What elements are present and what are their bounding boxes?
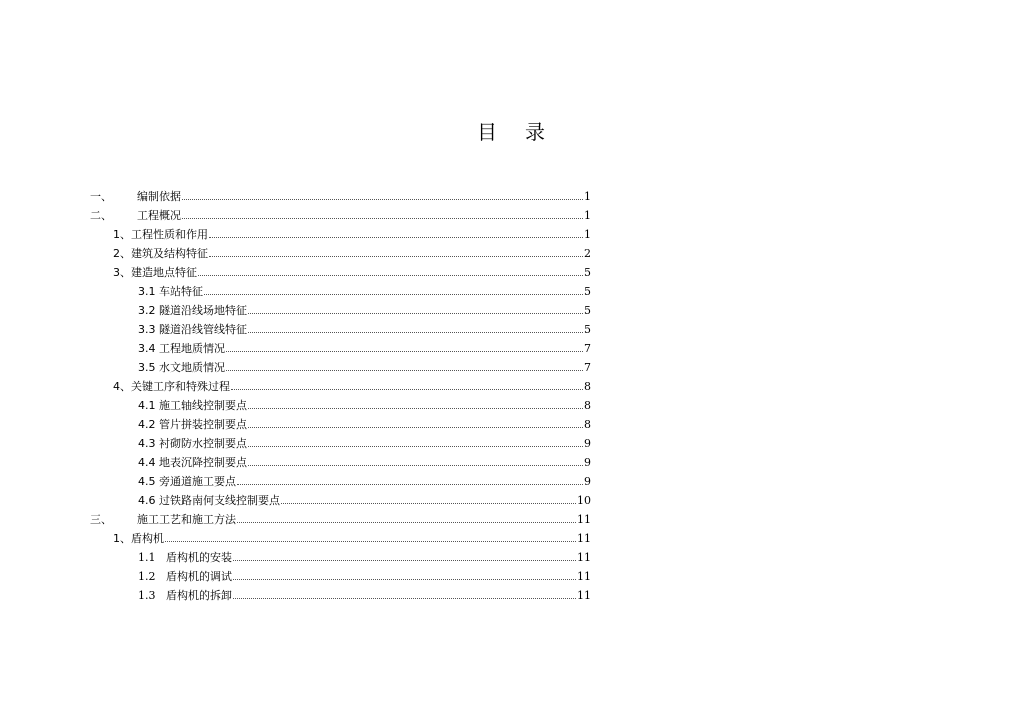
toc-entry-page: 8 — [584, 399, 591, 412]
toc-entry-page: 1 — [584, 209, 591, 222]
toc-entry[interactable] — [138, 414, 591, 433]
toc-title — [0, 116, 1024, 145]
toc-entry[interactable] — [138, 319, 591, 338]
toc-entry-number: 1.1 — [138, 551, 156, 564]
toc-leader — [198, 262, 583, 276]
toc-entry-text: 4.5 旁通道施工要点 — [138, 475, 236, 488]
toc-entry[interactable] — [90, 509, 591, 528]
toc-leader — [226, 357, 583, 371]
toc-entry[interactable] — [113, 528, 591, 547]
toc-entry-text: 1、盾构机 — [113, 532, 164, 545]
toc-entry-page: 1 — [584, 190, 591, 203]
toc-leader — [248, 395, 583, 409]
toc-entry-number: 二、 — [90, 209, 112, 222]
toc-leader — [233, 585, 576, 599]
toc-entry-page: 8 — [584, 418, 591, 431]
toc-entry-page: 8 — [584, 380, 591, 393]
toc-leader — [233, 566, 576, 580]
toc-entry-page: 9 — [584, 475, 591, 488]
toc-leader — [248, 300, 583, 314]
toc-entry-number: 三、 — [90, 513, 112, 526]
toc-entry-number: 1.2 — [138, 570, 156, 583]
toc-entry[interactable] — [138, 585, 591, 604]
toc-entry-number: 1.3 — [138, 589, 156, 602]
toc-entry-text: 工程概况 — [137, 209, 181, 222]
toc-entry-page: 9 — [584, 456, 591, 469]
toc-entry-text: 2、建筑及结构特征 — [113, 247, 208, 260]
toc-leader — [248, 452, 583, 466]
toc-entry[interactable] — [138, 452, 591, 471]
toc-entry-page: 7 — [584, 342, 591, 355]
toc-entry-text: 编制依据 — [137, 190, 181, 203]
toc-entry[interactable] — [90, 205, 591, 224]
toc-entry[interactable] — [90, 186, 591, 205]
toc-entry-page: 5 — [584, 266, 591, 279]
toc-leader — [237, 509, 576, 523]
toc-entry[interactable] — [138, 281, 591, 300]
toc-entry-text: 3.5 水文地质情况 — [138, 361, 225, 374]
toc-entry[interactable] — [113, 376, 591, 395]
toc-entry[interactable] — [138, 566, 591, 585]
toc-title-right: 录 — [525, 120, 547, 144]
toc-entry[interactable] — [138, 300, 591, 319]
toc-entry[interactable] — [138, 433, 591, 452]
toc-entry-text: 盾构机的拆卸 — [166, 589, 232, 602]
toc-entry[interactable] — [138, 471, 591, 490]
toc-leader — [248, 319, 583, 333]
toc-entry-text: 4.6 过铁路南何支线控制要点 — [138, 494, 280, 507]
toc-leader — [226, 338, 583, 352]
toc-entry-text: 盾构机的安装 — [166, 551, 232, 564]
toc-entry[interactable] — [138, 547, 591, 566]
toc-entry[interactable] — [113, 243, 591, 262]
toc-leader — [233, 547, 576, 561]
toc-entry-page: 10 — [577, 494, 591, 507]
toc-title-left: 目 — [477, 120, 499, 144]
toc-leader — [281, 490, 576, 504]
toc-entry[interactable] — [113, 262, 591, 281]
toc-entry-page: 5 — [584, 285, 591, 298]
toc-entry-text: 4.3 衬砌防水控制要点 — [138, 437, 247, 450]
toc-entry-page: 2 — [584, 247, 591, 260]
toc-leader — [182, 205, 583, 219]
toc-entry-page: 11 — [577, 570, 591, 583]
toc-entry-text: 4.1 施工轴线控制要点 — [138, 399, 247, 412]
toc-entry-page: 1 — [584, 228, 591, 241]
toc-entry-text: 3.3 隧道沿线管线特征 — [138, 323, 247, 336]
toc-entry[interactable] — [138, 395, 591, 414]
toc-entry[interactable] — [138, 357, 591, 376]
toc-entry-page: 5 — [584, 323, 591, 336]
toc-entry-page: 11 — [577, 513, 591, 526]
toc-entry-text: 3.1 车站特征 — [138, 285, 203, 298]
toc-entry-text: 3.4 工程地质情况 — [138, 342, 225, 355]
toc-entry[interactable] — [113, 224, 591, 243]
toc-entry-text: 施工工艺和施工方法 — [137, 513, 236, 526]
toc-entry-text: 盾构机的调试 — [166, 570, 232, 583]
toc-entry-text: 4.2 管片拼装控制要点 — [138, 418, 247, 431]
toc-entry-text: 3、建造地点特征 — [113, 266, 197, 279]
toc-leader — [165, 528, 576, 542]
toc-entry-page: 5 — [584, 304, 591, 317]
toc-entry-text: 3.2 隧道沿线场地特征 — [138, 304, 247, 317]
toc-entry-number: 一、 — [90, 190, 112, 203]
toc-entry-page: 9 — [584, 437, 591, 450]
toc-entry-text: 4.4 地表沉降控制要点 — [138, 456, 247, 469]
toc-entry-text: 4、关键工序和特殊过程 — [113, 380, 230, 393]
toc-leader — [204, 281, 583, 295]
toc-entry[interactable] — [138, 338, 591, 357]
toc-entry-page: 7 — [584, 361, 591, 374]
toc-entry-page: 11 — [577, 532, 591, 545]
toc-leader — [237, 471, 583, 485]
toc-leader — [248, 433, 583, 447]
toc-leader — [209, 243, 583, 257]
toc-leader — [209, 224, 583, 238]
toc-entry-page: 11 — [577, 589, 591, 602]
toc-entry-text: 1、工程性质和作用 — [113, 228, 208, 241]
toc-leader — [182, 186, 583, 200]
toc-entry-page: 11 — [577, 551, 591, 564]
toc-leader — [248, 414, 583, 428]
toc-entry[interactable] — [138, 490, 591, 509]
toc-leader — [231, 376, 583, 390]
